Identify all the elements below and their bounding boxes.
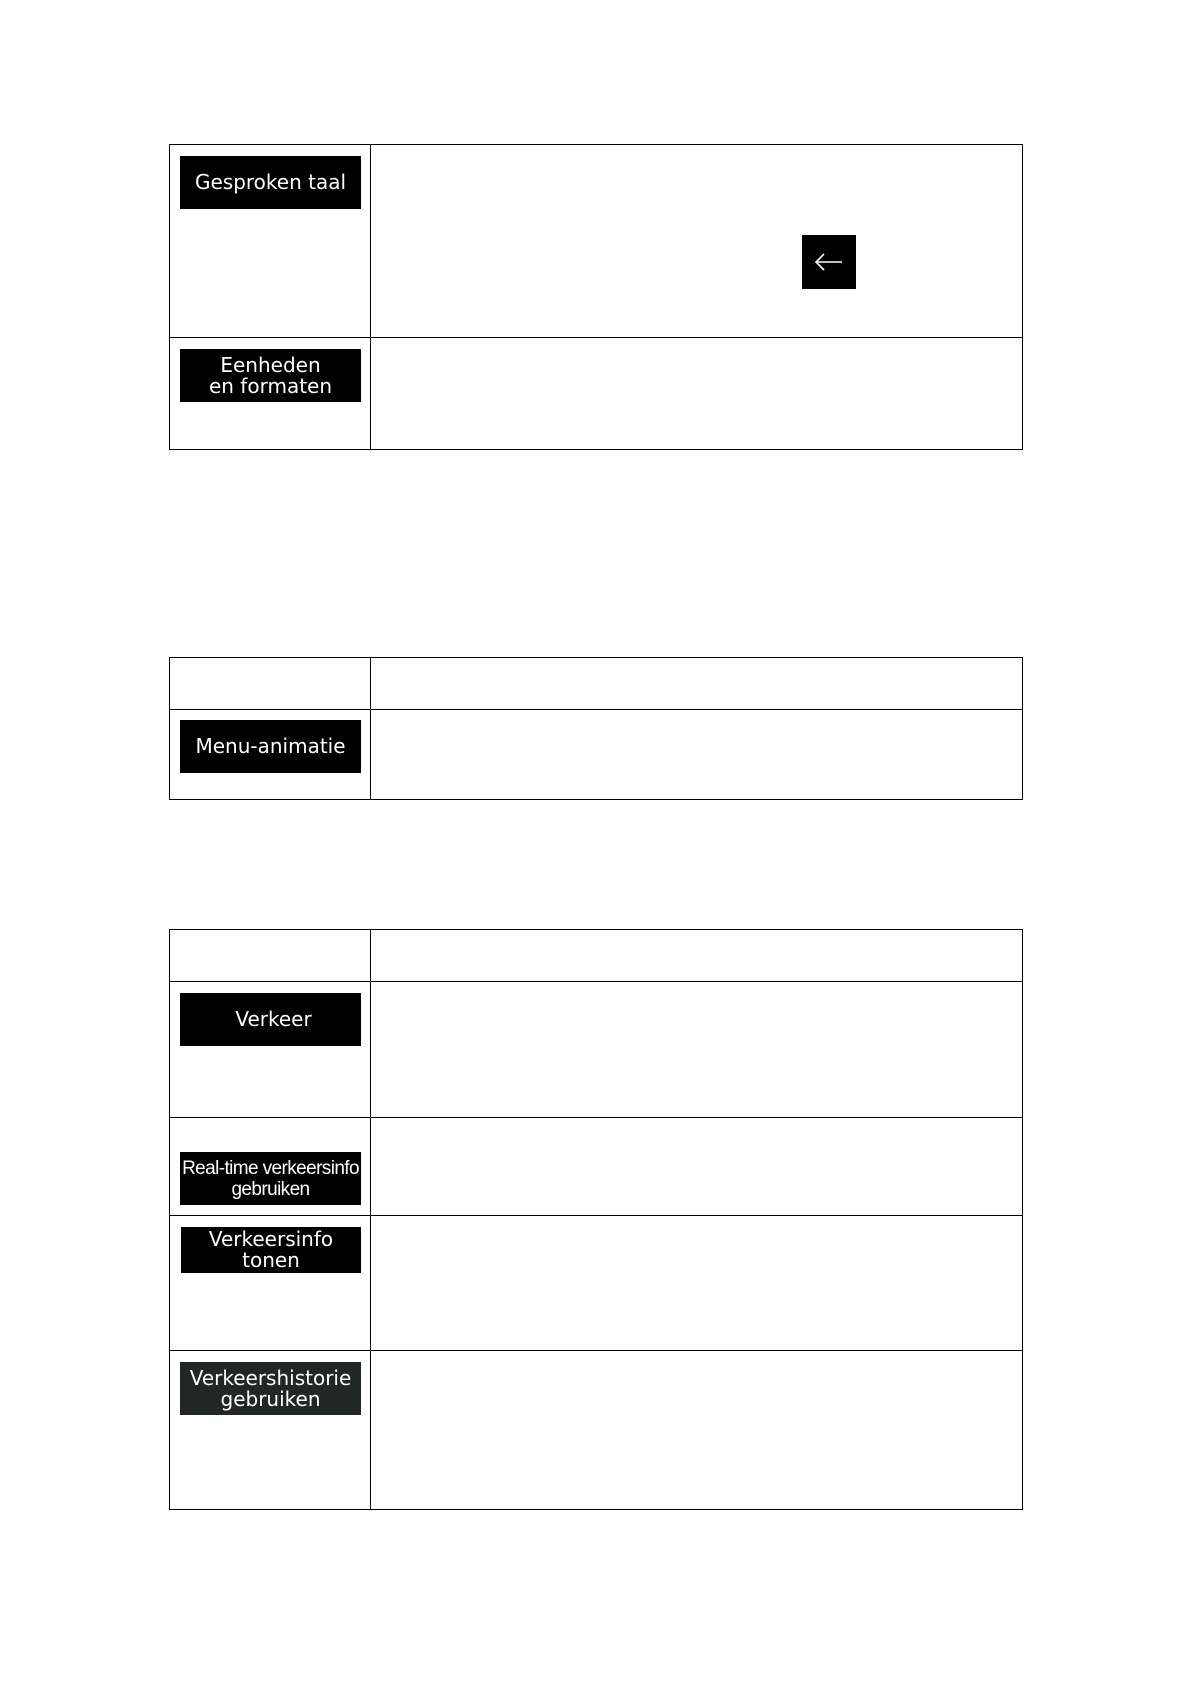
units-and-formats-button[interactable] xyxy=(180,349,361,402)
button-label-line2: gebruiken xyxy=(220,1386,321,1411)
table-cell-right xyxy=(371,658,1023,710)
table-row xyxy=(170,338,1023,450)
table-cell-right xyxy=(371,338,1023,450)
table-cell-right xyxy=(371,145,1023,338)
table-cell-left xyxy=(170,930,371,982)
table-cell-right xyxy=(371,1216,1023,1351)
table-cell-right xyxy=(371,1118,1023,1216)
traffic-button[interactable] xyxy=(180,993,361,1046)
table-cell-left xyxy=(170,710,371,800)
table-header-row xyxy=(170,658,1023,710)
spoken-language-button[interactable] xyxy=(180,156,361,209)
table-row xyxy=(170,145,1023,338)
settings-table-3 xyxy=(169,929,1023,1510)
button-label-line2: en formaten xyxy=(208,373,333,398)
table-cell-right xyxy=(371,930,1023,982)
table-row xyxy=(170,710,1023,800)
table-cell-left xyxy=(170,982,371,1118)
button-label: Verkeersinfo tonen xyxy=(208,1227,334,1272)
button-label: Menu-animatie xyxy=(195,734,346,758)
table-row xyxy=(170,1118,1023,1216)
show-traffic-info-button[interactable] xyxy=(181,1227,361,1273)
table-row xyxy=(170,982,1023,1118)
table-cell-left xyxy=(170,1351,371,1510)
use-realtime-traffic-button[interactable] xyxy=(180,1152,361,1205)
table-cell-left xyxy=(170,658,371,710)
table-row xyxy=(170,1216,1023,1351)
back-arrow-icon[interactable] xyxy=(802,235,856,289)
use-traffic-history-button[interactable] xyxy=(180,1362,361,1415)
table-cell-left xyxy=(170,145,371,338)
table-cell-right xyxy=(371,982,1023,1118)
button-label: Verkeer xyxy=(235,1007,312,1031)
button-label-line1: Eenheden xyxy=(220,352,321,377)
table-cell-left xyxy=(170,1216,371,1351)
table-cell-right xyxy=(371,1351,1023,1510)
settings-table-1 xyxy=(169,144,1023,450)
menu-animation-button[interactable] xyxy=(180,720,361,773)
settings-table-2 xyxy=(169,657,1023,800)
table-header-row xyxy=(170,930,1023,982)
button-label-line1: Verkeershistorie xyxy=(189,1365,352,1390)
table-cell-left xyxy=(170,1118,371,1216)
button-label-line1: Real-time verkeersinfo xyxy=(182,1157,359,1179)
table-row xyxy=(170,1351,1023,1510)
button-label: Gesproken taal xyxy=(194,170,347,194)
back-arrow-glyph xyxy=(814,252,844,272)
table-cell-left xyxy=(170,338,371,450)
button-label-line2: gebruiken xyxy=(231,1178,310,1200)
table-cell-right xyxy=(371,710,1023,800)
